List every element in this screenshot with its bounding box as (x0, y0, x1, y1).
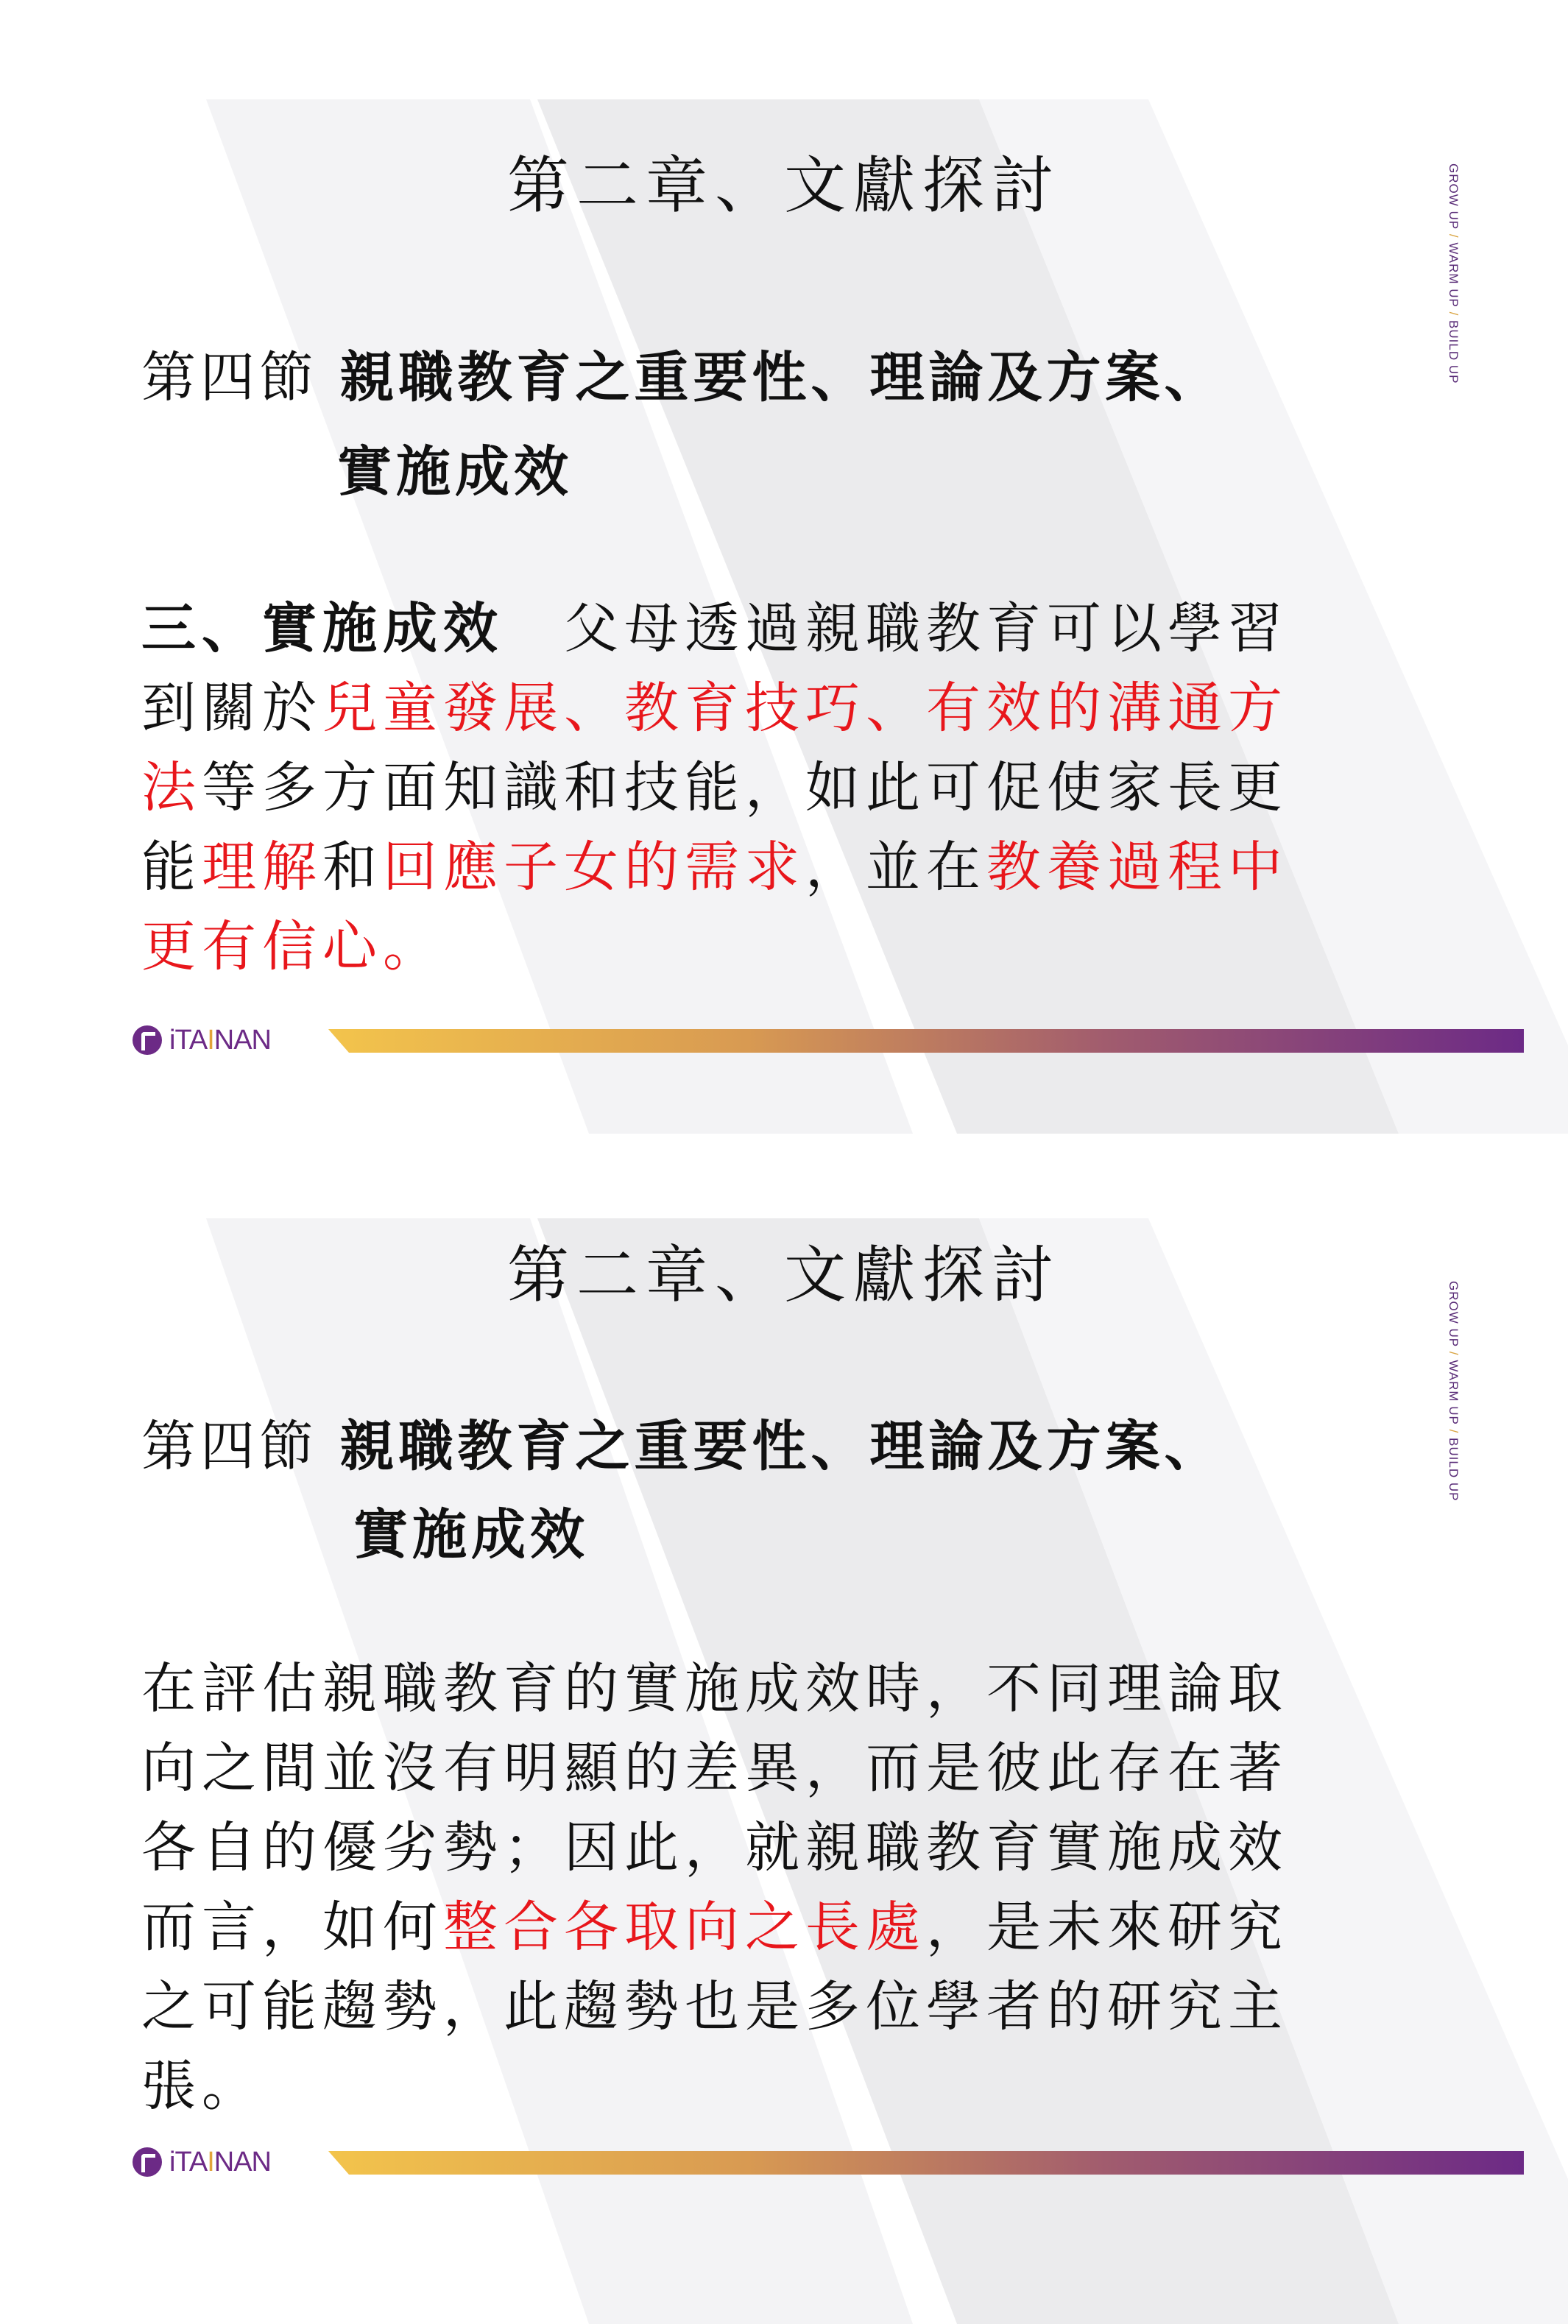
slogan-grow: GROW UP (1447, 163, 1461, 230)
section-title-line1: 親職教育之重要性、理論及方案、 (339, 346, 1223, 409)
paragraph-line (141, 907, 1385, 986)
paragraph-line (141, 748, 1385, 827)
paragraph-line (141, 2046, 1385, 2126)
paragraph-line (141, 1649, 1385, 1728)
paragraph-text: 在評估親職教育的實施成效時，不同理論取 (141, 1657, 1288, 1720)
footer-gradient-bar (328, 2150, 1524, 2176)
paragraph-line (141, 589, 1385, 668)
slogan-vertical-text: GROW UP / WARM UP / BUILD UP (1447, 1281, 1461, 1502)
paragraph-line (141, 1808, 1385, 1887)
itainan-logo-text: iTAINAN (169, 2146, 271, 2178)
slogan-build: BUILD UP (1447, 320, 1461, 384)
body-paragraph (141, 589, 1385, 986)
section-title-line1: 親職教育之重要性、理論及方案、 (339, 1415, 1223, 1478)
emphasis-text: 回應子女的需求 (383, 836, 805, 899)
emphasis-text: 教養過程中 (986, 836, 1288, 899)
paragraph-text: 而言，如何 (141, 1896, 443, 1959)
section-title-line2: 實施成效 (353, 1503, 589, 1567)
section-label: 第四節 (141, 346, 318, 409)
section-heading (141, 1415, 1223, 1478)
paragraph-line (141, 668, 1385, 748)
slogan-build: BUILD UP (1447, 1438, 1461, 1502)
itainan-logo (133, 2144, 271, 2180)
paragraph-text: 實施成效 (262, 597, 504, 660)
paragraph-text: 張。 (141, 2055, 262, 2118)
paragraph-line (141, 827, 1385, 907)
emphasis-text: 兒童發展、教育技巧、有效的溝通方 (322, 677, 1288, 740)
chapter-title: 第二章、文獻探討 (506, 1239, 1061, 1311)
paragraph-text: 之可能趨勢，此趨勢也是多位學者的研究主 (141, 1975, 1288, 2038)
itainan-logo-icon (133, 1025, 162, 1055)
footer-gradient-bar (328, 1028, 1524, 1054)
section-heading-line2 (337, 440, 573, 504)
slide-1 (0, 0, 1568, 1134)
itainan-logo (133, 1022, 271, 1059)
emphasis-text: 理解 (202, 836, 322, 899)
slogan-warm: WARM UP (1447, 1360, 1461, 1425)
section-title-line2: 實施成效 (337, 440, 573, 504)
paragraph-text: 向之間並沒有明顯的差異，而是彼此存在著 (141, 1737, 1288, 1800)
paragraph-line (141, 1887, 1385, 1967)
paragraph-text: 各自的優劣勢；因此，就親職教育實施成效 (141, 1816, 1288, 1879)
paragraph-text: 三、 (141, 597, 262, 660)
paragraph-text: 和 (322, 836, 383, 899)
paragraph-text: 等多方面知識和技能，如此可促使家長更 (202, 756, 1288, 819)
paragraph-line (141, 1967, 1385, 2046)
section-heading-line2 (353, 1503, 589, 1567)
paragraph-text: 父母透過親職教育可以學習 (504, 597, 1288, 660)
paragraph-text: 到關於 (141, 677, 322, 740)
slogan-vertical-text: GROW UP / WARM UP / BUILD UP (1447, 163, 1461, 384)
paragraph-text: ，並在 (805, 836, 986, 899)
slide-2 (0, 1134, 1568, 2324)
body-paragraph (141, 1649, 1385, 2126)
paragraph-text: 能 (141, 836, 202, 899)
paragraph-line (141, 1728, 1385, 1808)
emphasis-text: 整合各取向之長處 (443, 1896, 926, 1959)
chapter-title: 第二章、文獻探討 (506, 149, 1061, 222)
section-heading (141, 346, 1223, 409)
slogan-grow: GROW UP (1447, 1281, 1461, 1348)
section-label: 第四節 (141, 1415, 318, 1478)
itainan-logo-text: iTAINAN (169, 1024, 271, 1056)
emphasis-text: 法 (141, 756, 202, 819)
emphasis-text: 更有信心。 (141, 915, 443, 978)
slogan-warm: WARM UP (1447, 242, 1461, 308)
paragraph-text: ，是未來研究 (926, 1896, 1288, 1959)
itainan-logo-icon (133, 2147, 162, 2177)
